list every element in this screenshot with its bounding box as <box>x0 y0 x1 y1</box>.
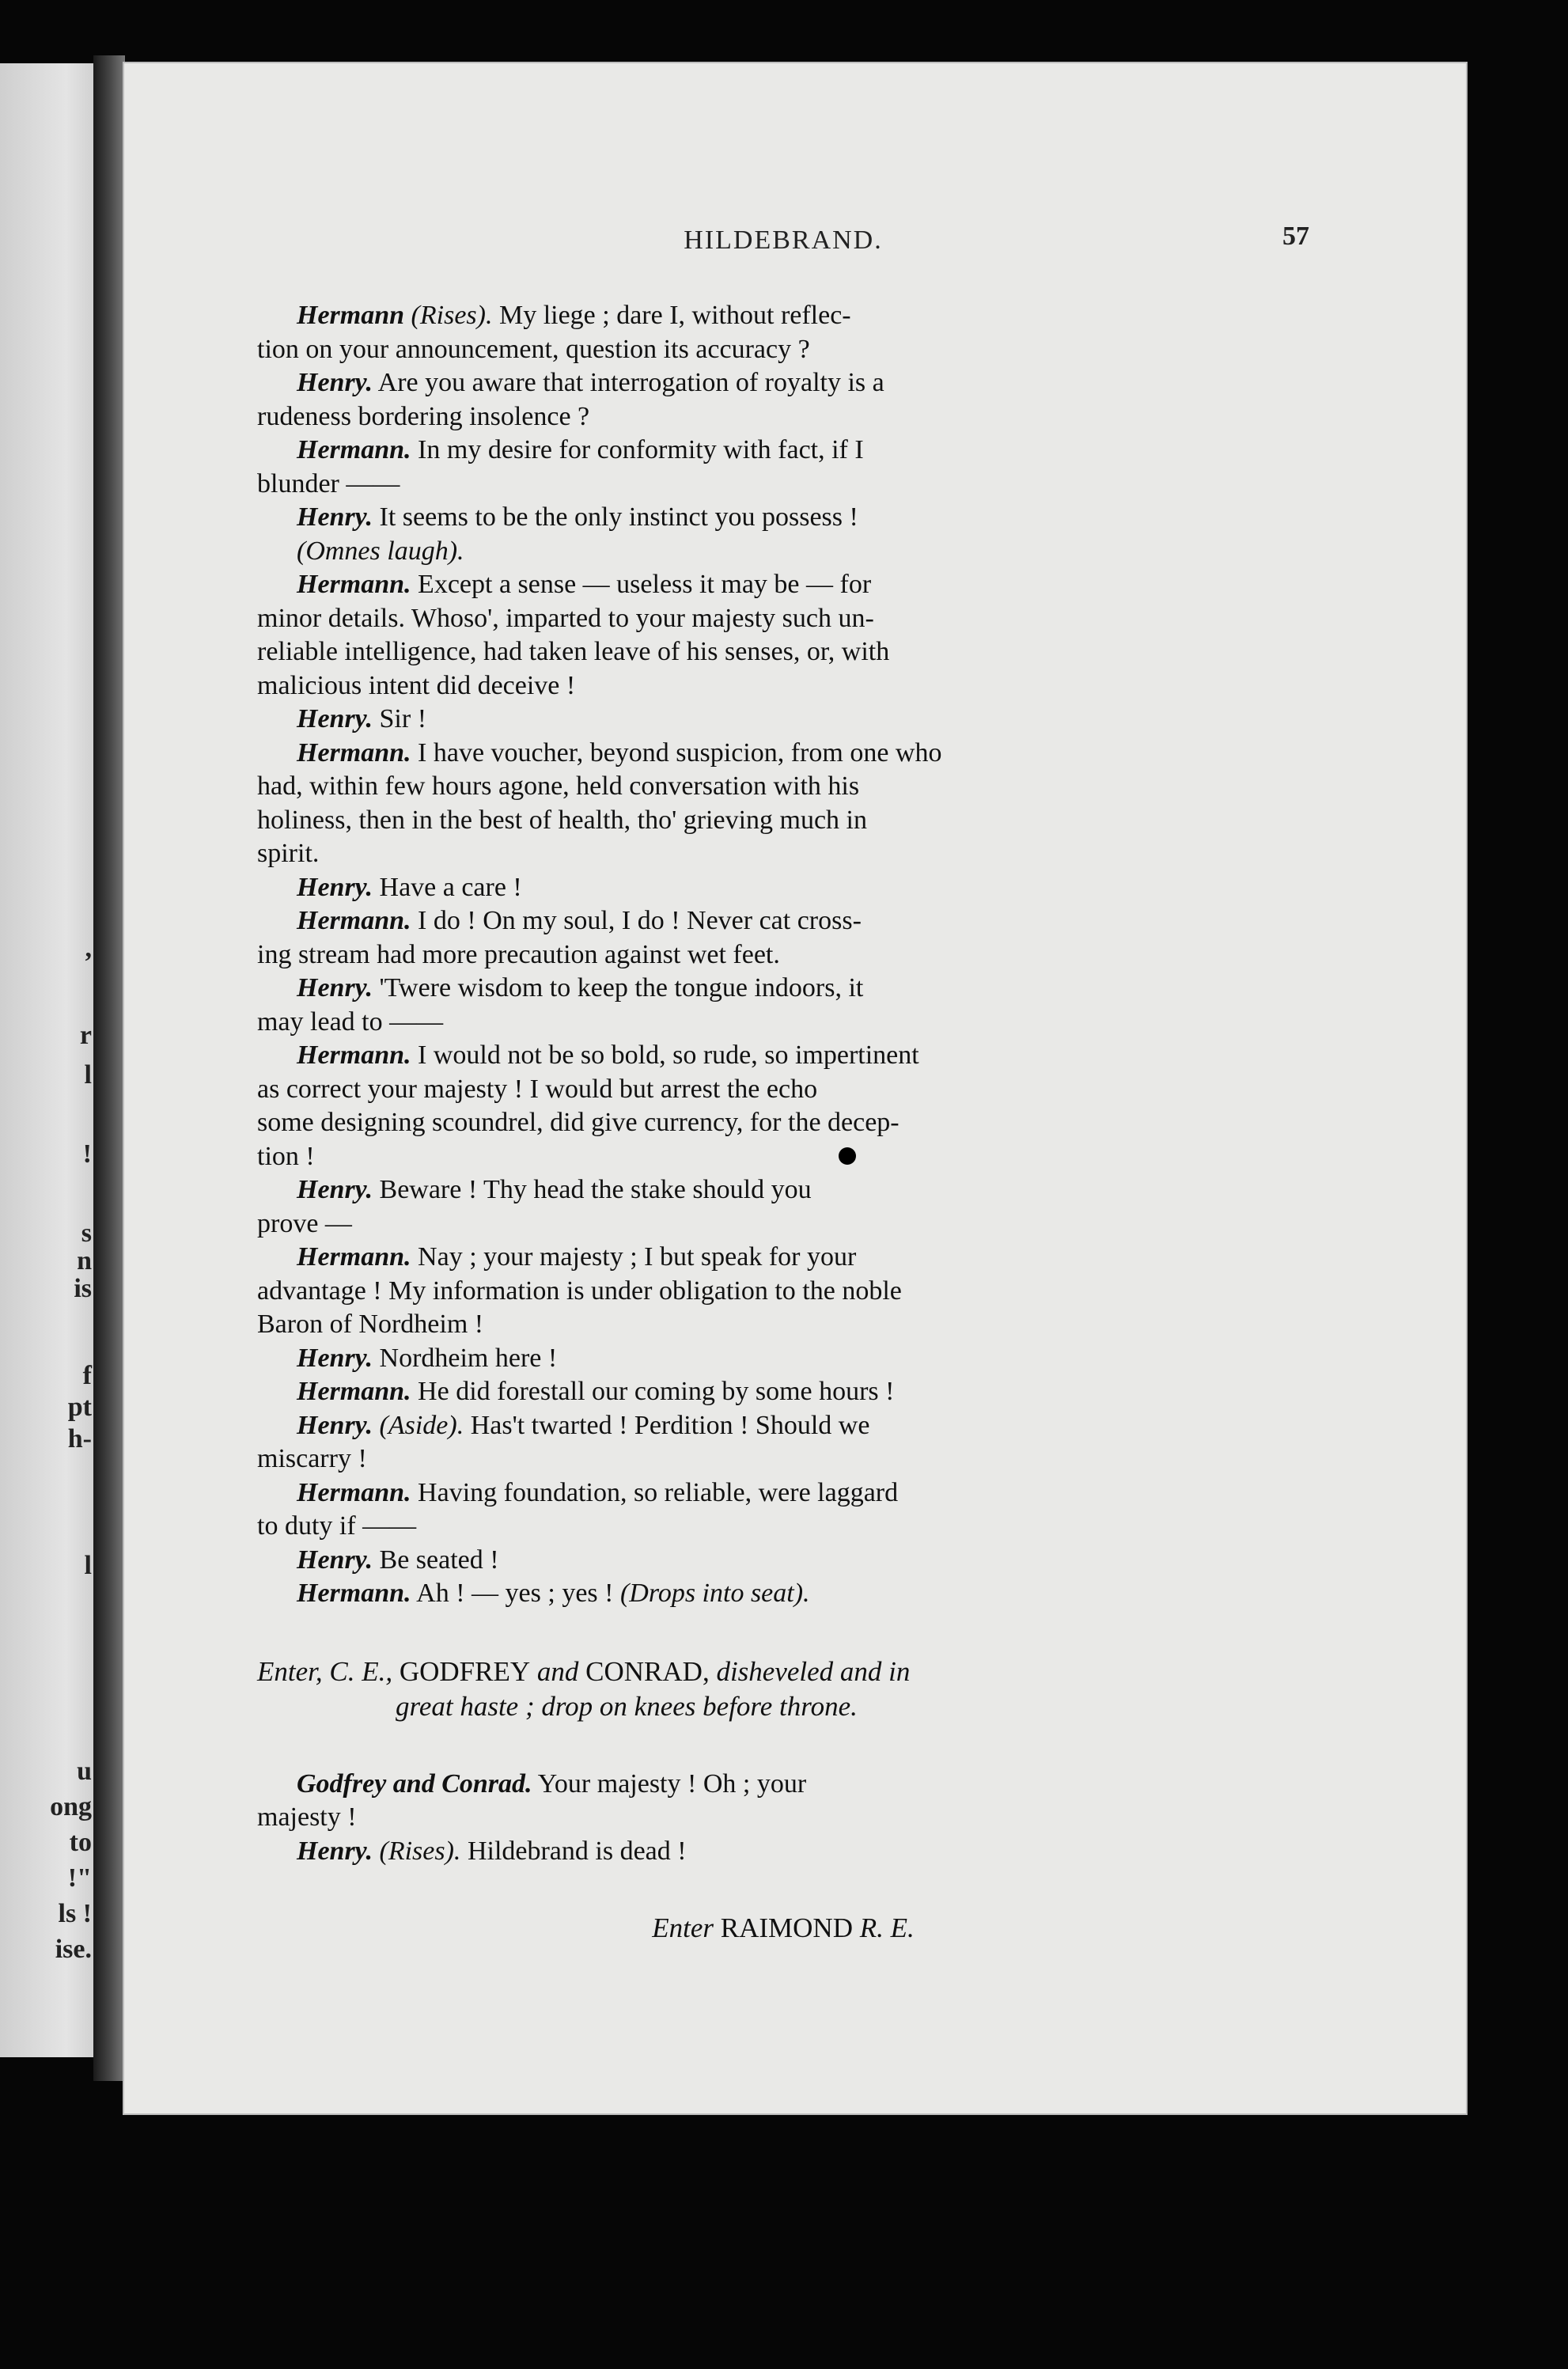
dialogue-line <box>257 737 1309 771</box>
line-text: minor details. Whoso', imparted to your majesty such un- <box>257 603 874 633</box>
facing-page-fragment: pt <box>67 1393 92 1422</box>
line-text: Beware ! Thy head the stake should you <box>379 1175 812 1204</box>
facing-page-fragment: , <box>85 934 92 963</box>
spacer <box>257 1868 1309 1912</box>
speaker-name: Hermann. <box>297 1579 411 1608</box>
line-text: He did forestall our coming by some hours ! <box>418 1377 895 1406</box>
line-text: ing stream had more precaution against wet feet. <box>257 939 780 969</box>
dialogue-line <box>257 1207 1309 1241</box>
facing-page-fragment: ls ! <box>58 1899 92 1928</box>
line-text: miscarry ! <box>257 1444 367 1473</box>
facing-page-fragment: f <box>82 1361 92 1390</box>
dialogue-line <box>257 837 1309 871</box>
dialogue-line <box>257 568 1309 602</box>
dialogue-line <box>257 938 1309 972</box>
facing-page-fragment: n <box>77 1246 92 1275</box>
facing-page-fragment: s <box>81 1219 92 1248</box>
final-pos: R. E. <box>859 1912 915 1943</box>
line-text: Having foundation, so reliable, were laggard <box>418 1477 899 1507</box>
final-enter: Enter <box>652 1912 714 1943</box>
speaker-name: Henry. <box>297 1836 373 1866</box>
line-text: I would not be so bold, so rude, so impertinent <box>418 1040 919 1070</box>
facing-page-fragment: ise. <box>55 1935 92 1964</box>
speaker-name: Henry. <box>297 368 373 397</box>
dialogue-line <box>257 333 1309 367</box>
dialogue-line <box>257 770 1309 804</box>
line-text: holiness, then in the best of health, tho' grieving much in <box>257 805 867 835</box>
facing-page-fragment: !" <box>67 1863 92 1893</box>
speaker-name: Hermann. <box>297 1377 411 1406</box>
line-text: Sir ! <box>379 704 427 733</box>
line-text: Nordheim here ! <box>379 1343 558 1373</box>
speaker-name: Henry. <box>297 1343 373 1373</box>
stage-and: and <box>536 1655 579 1687</box>
line-text: rudeness bordering insolence ? <box>257 401 590 431</box>
stage-name-godfrey: GODFREY <box>399 1655 531 1687</box>
line-text: some designing scoundrel, did give currency, for the decep- <box>257 1108 900 1137</box>
page-text-block <box>257 222 1309 1946</box>
line-text: advantage ! My information is under obligation to the noble <box>257 1275 902 1306</box>
dialogue-line <box>257 1073 1309 1107</box>
line-text: blunder —— <box>257 468 400 498</box>
line-text: I do ! On my soul, I do ! Never cat cross- <box>418 906 862 935</box>
book-gutter <box>93 55 125 2081</box>
speaker-name: Hermann. <box>297 737 411 768</box>
speaker-name: Hermann. <box>297 570 411 599</box>
speaker-name: Henry. <box>297 704 373 733</box>
line-text: spirit. <box>257 839 320 868</box>
dialogue-line <box>257 972 1309 1006</box>
line-text: tion ! <box>257 1141 315 1171</box>
speaker-name: Hermann. <box>297 1242 411 1272</box>
line-text: may lead to —— <box>257 1006 444 1037</box>
dialogue-line <box>257 1039 1309 1073</box>
stage-name-conrad: CONRAD, <box>585 1655 710 1687</box>
dialogue-line <box>257 434 1309 468</box>
dialogue-line <box>257 1173 1309 1207</box>
dialogue-line <box>257 1375 1309 1409</box>
spacer <box>257 1611 1309 1655</box>
dialogue-line <box>257 1510 1309 1544</box>
facing-page-fragment: h- <box>67 1424 92 1454</box>
speaker-name: Hermann. <box>297 435 411 464</box>
line-text: My liege ; dare I, without reflec- <box>498 301 851 330</box>
stage-aside: (Rises). <box>411 301 493 330</box>
facing-page-fragment: l <box>84 1060 92 1090</box>
dialogue-line <box>257 1241 1309 1275</box>
line-text: Your majesty ! Oh ; your <box>537 1768 807 1799</box>
line-text: Have a care ! <box>379 872 522 902</box>
line-text: Ah ! — yes ; yes ! <box>416 1579 614 1608</box>
page-number: 57 <box>1282 222 1309 251</box>
dialogue-line <box>257 1275 1309 1309</box>
dialogue-line <box>257 366 1309 400</box>
stage-direction <box>257 1655 1309 1724</box>
facing-page-fragment: ong <box>50 1792 92 1821</box>
dialogue-line <box>257 1476 1309 1510</box>
dialogue-line <box>257 669 1309 703</box>
speaker-name: Henry. <box>297 872 373 902</box>
line-text: Hildebrand is dead ! <box>467 1836 687 1866</box>
line-text: Are you aware that interrogation of royalty is a <box>377 368 884 397</box>
facing-page-fragment: r <box>79 1021 92 1050</box>
speaker-name: Henry. <box>297 1410 373 1440</box>
dialogue-line <box>257 501 1309 535</box>
dialogue-line <box>257 299 1309 333</box>
final-entry <box>257 1912 1309 1946</box>
facing-page-fragment: ! <box>82 1139 92 1169</box>
line-text: prove — <box>257 1208 352 1238</box>
dialogue-line <box>257 602 1309 636</box>
facing-page-fragment: u <box>77 1757 92 1786</box>
dialogue-line <box>257 400 1309 434</box>
speaker-name: Hermann. <box>297 1477 411 1507</box>
facing-page-fragment: to <box>69 1828 92 1857</box>
line-text: to duty if —— <box>257 1511 417 1541</box>
speaker-name: Godfrey and Conrad. <box>297 1768 532 1799</box>
line-text: had, within few hours agone, held conversation with his <box>257 771 860 801</box>
dialogue-line <box>257 535 1309 569</box>
line-text: Has't twarted ! Perdition ! Should we <box>470 1410 870 1440</box>
stage-aside: (Omnes laugh). <box>297 536 464 566</box>
line-text: I have voucher, beyond suspicion, from one who <box>418 737 942 768</box>
dialogue-block <box>257 299 1309 1611</box>
stage-desc-2: great haste ; drop on knees before throne. <box>396 1690 858 1722</box>
line-text: majesty ! <box>257 1802 357 1832</box>
stage-aside: (Rises). <box>379 1836 461 1866</box>
dialogue-line <box>257 1768 1309 1802</box>
dialogue-line <box>257 1801 1309 1835</box>
stage-enter: Enter, C. E., <box>257 1655 393 1687</box>
line-text: Nay ; your majesty ; I but speak for your <box>418 1242 857 1272</box>
line-text: 'Twere wisdom to keep the tongue indoors, it <box>379 973 864 1003</box>
stage-aside: (Aside). <box>379 1410 464 1440</box>
stage-desc-1: disheveled and in <box>716 1655 911 1687</box>
line-text: Except a sense — useless it may be — for <box>418 570 872 599</box>
facing-page-strip <box>0 63 95 2057</box>
dialogue-line <box>257 1140 1309 1174</box>
ink-dot <box>839 1147 856 1165</box>
dialogue-line <box>257 1409 1309 1443</box>
line-text: reliable intelligence, had taken leave of his senses, or, with <box>257 637 890 666</box>
dialogue-line <box>257 635 1309 669</box>
dialogue-line <box>257 1577 1309 1611</box>
facing-page-fragment: is <box>74 1274 92 1303</box>
dialogue-line <box>257 804 1309 838</box>
line-text: malicious intent did deceive ! <box>257 670 576 700</box>
line-text: Baron of Nordheim ! <box>257 1310 484 1339</box>
dialogue-line <box>257 904 1309 938</box>
speaker-name: Henry. <box>297 1545 373 1575</box>
dialogue-block-2 <box>257 1768 1309 1869</box>
dialogue-line <box>257 1544 1309 1578</box>
dialogue-line <box>257 703 1309 737</box>
speaker-name: Hermann. <box>297 906 411 935</box>
speaker-name: Hermann <box>297 301 405 330</box>
line-text: as correct your majesty ! I would but arrest the echo <box>257 1074 818 1104</box>
dialogue-line <box>257 1835 1309 1869</box>
line-text: Be seated ! <box>379 1545 499 1575</box>
dialogue-line <box>257 1442 1309 1476</box>
dialogue-line <box>257 871 1309 905</box>
speaker-name: Henry. <box>297 973 373 1003</box>
dialogue-line <box>257 1106 1309 1140</box>
dialogue-line <box>257 468 1309 502</box>
dialogue-line <box>257 1342 1309 1376</box>
running-head: HILDEBRAND. <box>684 226 883 255</box>
line-text: It seems to be the only instinct you possess ! <box>379 502 858 532</box>
line-text: tion on your announcement, question its accuracy ? <box>257 334 810 364</box>
dialogue-line <box>257 1006 1309 1040</box>
speaker-name: Henry. <box>297 1175 373 1204</box>
speaker-name: Hermann. <box>297 1040 411 1070</box>
stage-aside: (Drops into seat). <box>619 1579 810 1608</box>
final-name: RAIMOND <box>720 1912 853 1943</box>
speaker-name: Henry. <box>297 502 373 532</box>
facing-page-fragment: l <box>84 1551 92 1580</box>
dialogue-line <box>257 1308 1309 1342</box>
spacer <box>257 1724 1309 1768</box>
book-page <box>123 62 1468 2115</box>
line-text: In my desire for conformity with fact, if I <box>418 435 864 464</box>
